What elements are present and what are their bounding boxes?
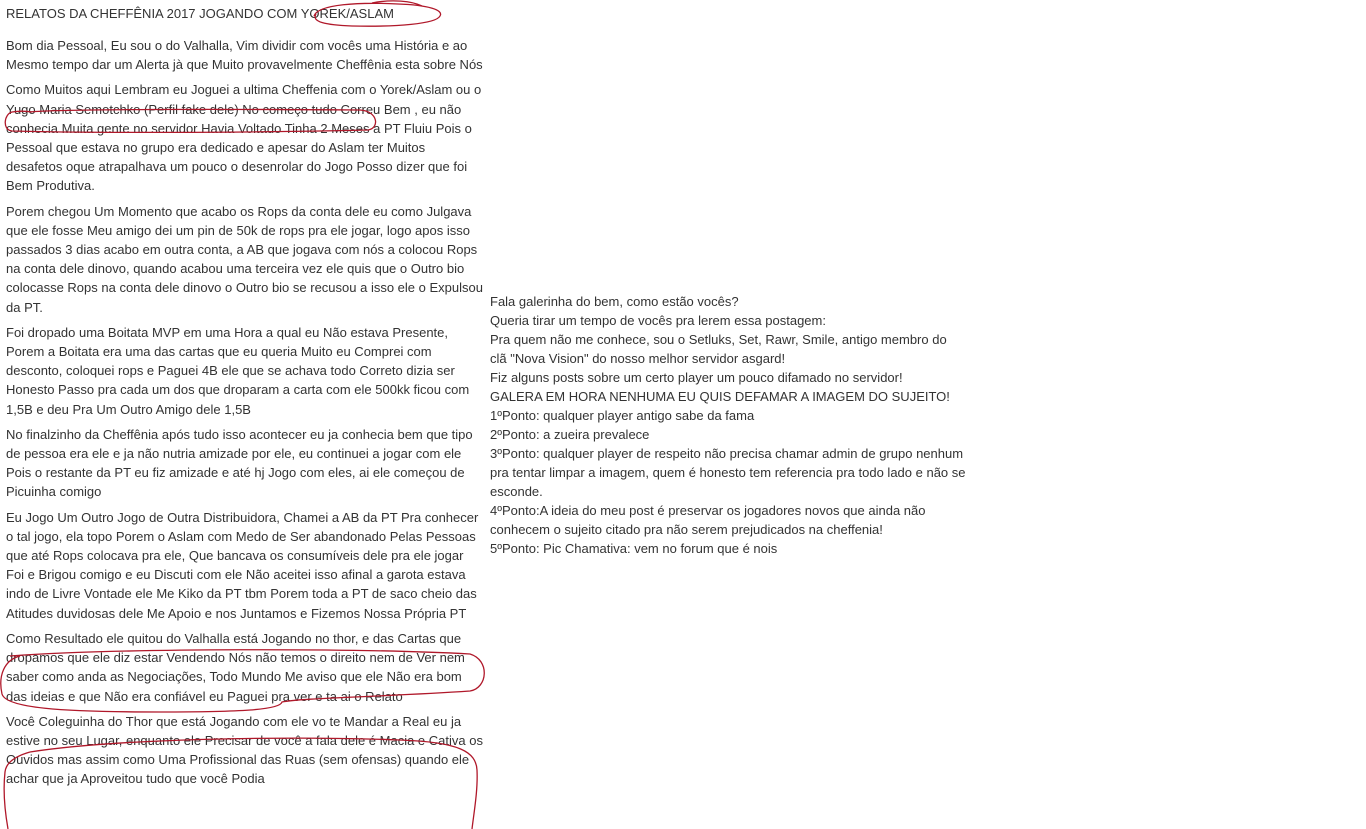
right-line: Queria tirar um tempo de vocês pra lerem essa postagem: — [490, 313, 826, 328]
paragraph-end-cheffenia: No finalzinho da Cheffênia após tudo isso acontecer eu ja conhecia bem que tipo de pessoa era ele e ja não nutria amizade por ele, eu continuei a jogar com ele Pois o restante da PT eu fiz amizade e até hj Jogo com eles, ai ele começou de Picuinha comigo — [6, 426, 473, 500]
paragraph-rops: Porem chegou Um Momento que acabo os Rops da conta dele eu como Julgava que ele fosse Meu amigo dei um pin de 50k de rops pra ele jogar, logo apos isso passados 3 dias acabo em outra conta, a AB que jogava com nós a colocou Rops na conta dele dinovo, quando acabou uma terceira vez ele quis que o Outro bio colocasse Rops na conta dele dinovo o Outro bio se recusou a isso ele o Expulsou da PT. — [6, 203, 483, 315]
paragraph-intro: Bom dia Pessoal, Eu sou o do Valhalla, Vim dividir com vocês uma História e ao Mesmo tempo dar um Alerta jà que Muito provavelmente Cheffênia esta sobre Nós — [6, 38, 483, 73]
page-title: RELATOS DA CHEFFÊNIA 2017 JOGANDO COM YOREK/ASLAM — [6, 6, 394, 21]
right-line: GALERA EM HORA NENHUMA EU QUIS DEFAMAR A IMAGEM DO SUJEITO! — [490, 389, 950, 404]
paragraph-history: Como Muitos aqui Lembram eu Joguei a ultima Cheffenia com o Yorek/Aslam ou o Yugo Maria Semotchko (Perfil fake dele) No começo tudo Correu Bem , eu não conhecia Muita gente no servidor Havia Voltado Tinha 2 Meses a PT Fluiu Pois o Pessoal que estava no grupo era dedicado e apesar do Aslam ter Muitos desafetos oque atrapalhava um pouco o desenrolar do Jogo Posso dizer que foi Bem Produtiva. — [6, 82, 482, 194]
right-column — [490, 292, 966, 558]
left-column — [6, 4, 484, 795]
paragraph-result: Como Resultado ele quitou do Valhalla está Jogando no thor, e das Cartas que dropamos que ele diz estar Vendendo Nós não temos o direito nem de Ver nem saber como anda as Negociações, Todo Mundo Me aviso que ele Não era bom das ideias e que Não era confiável eu Paguei pra ver e ta ai o Relato — [6, 630, 465, 704]
right-line: 4ºPonto:A ideia do meu post é preservar os jogadores novos que ainda não conhecem o sujeito citado pra não serem prejudicados na cheffenia! — [490, 503, 926, 537]
right-line: Fala galerinha do bem, como estão vocês? — [490, 294, 739, 309]
right-line: 2ºPonto: a zueira prevalece — [490, 427, 650, 442]
paragraph-other-game: Eu Jogo Um Outro Jogo de Outra Distribuidora, Chamei a AB da PT Pra conhecer o tal jogo, ela topo Porem o Aslam com Medo de Ser abandonado Pelas Pessoas que até Rops colocava pra ele, Que bancava os consumíveis dele pra ele jogar Foi e Brigou comigo e eu Discuti com ele Não aceitei isso afinal a garota estava indo de Livre Vontade ele Me Kiko da PT tbm Porem toda a PT de saco cheio das Atitudes duvidosas dele Me Apoio e nos Juntamos e Fizemos Nossa Própria PT — [6, 509, 479, 621]
right-line: 3ºPonto: qualquer player de respeito não precisa chamar admin de grupo nenhum pra tentar limpar a imagem, quem é honesto tem referencia pra todo lado e não se esconde. — [490, 446, 966, 499]
right-line: Pra quem não me conhece, sou o Setluks, Set, Rawr, Smile, antigo membro do clã "Nova Vision" do nosso melhor servidor asgard! — [490, 332, 947, 366]
right-line: Fiz alguns posts sobre um certo player um pouco difamado no servidor! — [490, 370, 903, 385]
right-line: 1ºPonto: qualquer player antigo sabe da fama — [490, 408, 755, 423]
paragraph-boitata: Foi dropado uma Boitata MVP em uma Hora a qual eu Não estava Presente, Porem a Boitata era uma das cartas que eu queria Muito eu Comprei com desconto, coloquei rops e Paguei 4B ele que se achava todo Correto dizia ser Honesto Passo pra cada um dos que droparam a carta com ele 500kk ficou com 1,5B e deu Pra Um Outro Amigo dele 1,5B — [6, 324, 470, 417]
paragraph-warning: Você Coleguinha do Thor que está Jogando com ele vo te Mandar a Real eu ja estive no seu Lugar, enquanto ele Precisar de você a fala dele é Macia e Cativa os Ouvidos mas assim como Uma Profissional das Ruas (sem ofensas) quando ele achar que ja Aproveitou tudo que você Podia — [6, 713, 483, 787]
right-line: 5ºPonto: Pic Chamativa: vem no forum que é nois — [490, 541, 778, 556]
